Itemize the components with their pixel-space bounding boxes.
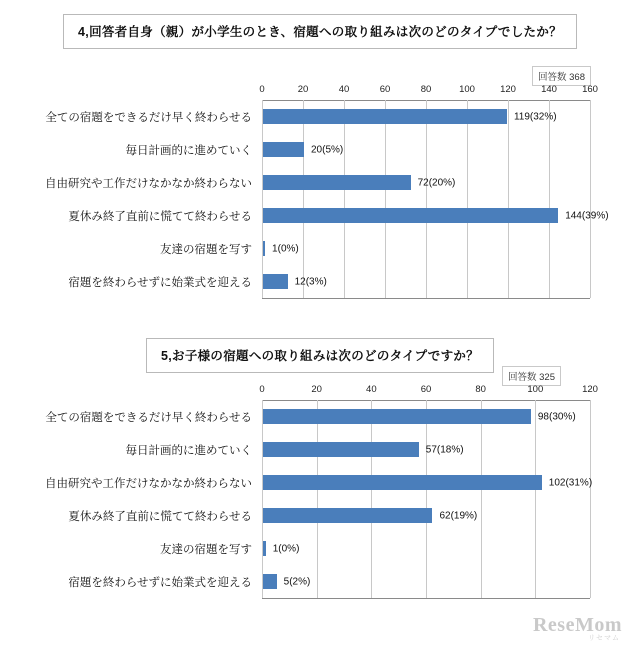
bar-value-label: 5(2%) — [283, 576, 311, 587]
bar-value-label: 62(19%) — [439, 510, 478, 521]
x-axis-tick-label: 100 — [459, 84, 475, 95]
grid-line — [426, 400, 427, 598]
category-label: 全ての宿題をできるだけ早く終わらせる — [45, 111, 252, 124]
grid-line — [371, 400, 372, 598]
bar-value-label: 1(0%) — [272, 543, 300, 554]
bar — [263, 442, 419, 457]
bar — [263, 175, 411, 190]
category-label: 自由研究や工作だけなかなか終わらない — [45, 177, 252, 190]
x-axis-tick-label: 60 — [420, 384, 432, 395]
category-label: 全ての宿題をできるだけ早く終わらせる — [45, 411, 252, 424]
grid-line — [344, 100, 345, 298]
resemom-watermark-text: ReseMom — [532, 614, 622, 636]
grid-line — [549, 100, 550, 298]
category-label: 毎日計画的に進めていく — [125, 444, 252, 457]
bar — [263, 409, 531, 424]
bar — [263, 541, 266, 556]
bar-value-label: 20(5%) — [311, 144, 344, 155]
x-axis-tick-label: 80 — [420, 84, 432, 95]
x-axis-tick-label: 0 — [259, 384, 265, 395]
x-axis-tick-label: 60 — [379, 84, 391, 95]
bar-value-label: 98(30%) — [537, 411, 576, 422]
x-axis-tick-label: 40 — [366, 384, 377, 395]
category-label: 夏休み終了直前に慌てて終わらせる — [68, 510, 252, 523]
x-axis-tick-label: 20 — [311, 384, 322, 395]
grid-line — [262, 100, 263, 298]
category-label: 毎日計画的に進めていく — [125, 144, 252, 157]
x-axis-tick-label: 140 — [541, 84, 557, 95]
chart-panel-parent — [12, 8, 628, 318]
grid-line — [426, 100, 427, 298]
category-label: 友達の宿題を写す — [160, 543, 252, 556]
resemom-watermark — [532, 614, 622, 642]
grid-line — [481, 400, 482, 598]
grid-line — [385, 100, 386, 298]
bar — [263, 508, 432, 523]
grid-line — [535, 400, 536, 598]
axis-bottom-line — [262, 298, 590, 299]
x-axis-tick-label: 40 — [338, 84, 350, 95]
bar-value-label: 57(18%) — [425, 444, 464, 455]
bar — [263, 208, 558, 223]
axis-bottom-line — [262, 598, 590, 599]
bar-value-label: 144(39%) — [565, 210, 609, 221]
x-axis-tick-label: 160 — [582, 84, 598, 95]
category-label: 自由研究や工作だけなかなか終わらない — [45, 477, 252, 490]
grid-line — [508, 100, 509, 298]
x-axis-tick-label: 0 — [259, 84, 265, 95]
bar — [263, 274, 288, 289]
response-count-child: 回答数 325 — [502, 366, 561, 386]
x-axis-tick-label: 20 — [297, 84, 309, 95]
bar — [263, 574, 277, 589]
bar — [263, 241, 265, 256]
bar — [263, 142, 304, 157]
grid-line — [262, 400, 263, 598]
grid-line — [317, 400, 318, 598]
bar-value-label: 119(32%) — [513, 111, 557, 122]
category-label: 宿題を終わらせずに始業式を迎える — [68, 576, 252, 589]
chart-panel-child — [12, 332, 628, 637]
response-count-parent: 回答数 368 — [532, 66, 591, 86]
x-axis-tick-label: 100 — [527, 384, 544, 395]
bar-value-label: 12(3%) — [294, 276, 327, 287]
chart-title-child: 5,お子様の宿題への取り組みは次のどのタイプですか？ — [146, 338, 494, 373]
bar-value-label: 102(31%) — [548, 477, 593, 488]
grid-line — [590, 400, 591, 598]
x-axis-tick-label: 80 — [475, 384, 486, 395]
resemom-watermark-ruby: リセマム — [588, 635, 620, 642]
grid-line — [303, 100, 304, 298]
bar-value-label: 72(20%) — [417, 177, 456, 188]
chart-title-wrap-parent — [12, 14, 628, 49]
category-label: 友達の宿題を写す — [160, 243, 252, 256]
category-label: 夏休み終了直前に慌てて終わらせる — [68, 210, 252, 223]
bar — [263, 475, 542, 490]
chart-title-parent: 4,回答者自身（親）が小学生のとき、宿題への取り組みは次のどのタイプでしたか？ — [63, 14, 577, 49]
category-label: 宿題を終わらせずに始業式を迎える — [68, 276, 252, 289]
x-axis-tick-label: 120 — [582, 384, 598, 395]
grid-line — [467, 100, 468, 298]
bar-value-label: 1(0%) — [272, 243, 299, 254]
bar — [263, 109, 507, 124]
x-axis-tick-label: 120 — [500, 84, 516, 95]
grid-line — [590, 100, 591, 298]
